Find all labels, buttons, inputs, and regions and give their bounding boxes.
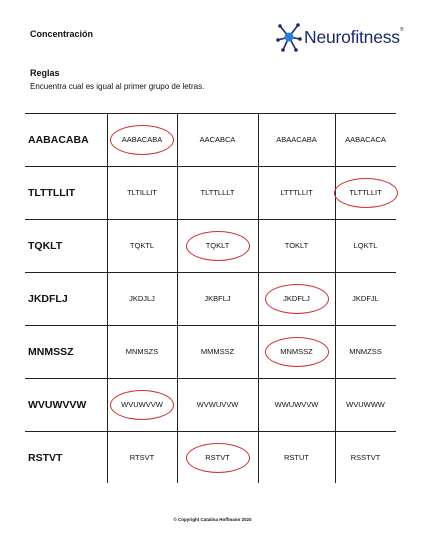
option-cell[interactable]: AABACABA bbox=[121, 135, 163, 144]
target-word: WVUWVVW bbox=[28, 398, 87, 411]
option-cell[interactable]: JKDFJL bbox=[352, 294, 379, 303]
option-cell[interactable]: AACABCA bbox=[199, 135, 236, 144]
target-word: RSTVT bbox=[28, 451, 63, 464]
option-cell[interactable]: RSSTVT bbox=[350, 453, 381, 462]
option-cell[interactable]: RTSVT bbox=[129, 453, 155, 462]
option-cell[interactable]: AABACACA bbox=[345, 135, 386, 144]
option-cell[interactable]: JKBFLJ bbox=[204, 294, 231, 303]
page-title: Concentración bbox=[30, 29, 94, 39]
rules-instructions: Encuentra cual es igual al primer grupo de letras. bbox=[30, 82, 205, 91]
option-cell[interactable]: RSTVT bbox=[205, 453, 230, 462]
option-cell[interactable]: JKDJLJ bbox=[129, 294, 155, 303]
option-cell[interactable]: TQKTL bbox=[129, 241, 155, 250]
option-cell[interactable]: RSTUT bbox=[284, 453, 309, 462]
option-cell[interactable]: WVUWVVW bbox=[121, 400, 163, 409]
option-cell[interactable]: LTTTLLIT bbox=[280, 188, 313, 197]
option-cell[interactable]: MNMZSS bbox=[349, 347, 382, 356]
option-cell[interactable]: TQKLT bbox=[205, 241, 230, 250]
exercise-grid bbox=[25, 113, 396, 483]
copyright-notice: © Copyright Catalina Hoffmann 2020 bbox=[173, 517, 252, 522]
logo-wordmark: Neurofitness® bbox=[304, 27, 404, 47]
target-word: JKDFLJ bbox=[28, 292, 68, 305]
option-cell[interactable]: MNMSSZ bbox=[280, 347, 313, 356]
target-word: MNMSSZ bbox=[28, 345, 74, 358]
option-cell[interactable]: LQKTL bbox=[353, 241, 378, 250]
option-cell[interactable]: JKDFLJ bbox=[283, 294, 310, 303]
option-cell[interactable]: TLTILLIT bbox=[127, 188, 157, 197]
target-word: AABACABA bbox=[28, 133, 89, 146]
option-cell[interactable]: TOKLT bbox=[284, 241, 309, 250]
neuron-icon bbox=[276, 22, 302, 52]
target-word: TLTTLLIT bbox=[28, 186, 76, 199]
option-cell[interactable]: WVUWWW bbox=[346, 400, 385, 409]
brand-logo bbox=[276, 22, 406, 52]
option-cell[interactable]: ABAACABA bbox=[276, 135, 317, 144]
option-cell[interactable]: MMMSSZ bbox=[200, 347, 235, 356]
option-cell[interactable]: WWUWVVW bbox=[274, 400, 319, 409]
option-cell[interactable]: MNMSZS bbox=[125, 347, 159, 356]
option-cell[interactable]: TLTTLLLT bbox=[200, 188, 235, 197]
option-cell[interactable]: WVWUVVW bbox=[196, 400, 239, 409]
option-cell[interactable]: TLTTLLIT bbox=[349, 188, 382, 197]
target-word: TQKLT bbox=[28, 239, 63, 252]
rules-heading: Reglas bbox=[30, 68, 60, 78]
